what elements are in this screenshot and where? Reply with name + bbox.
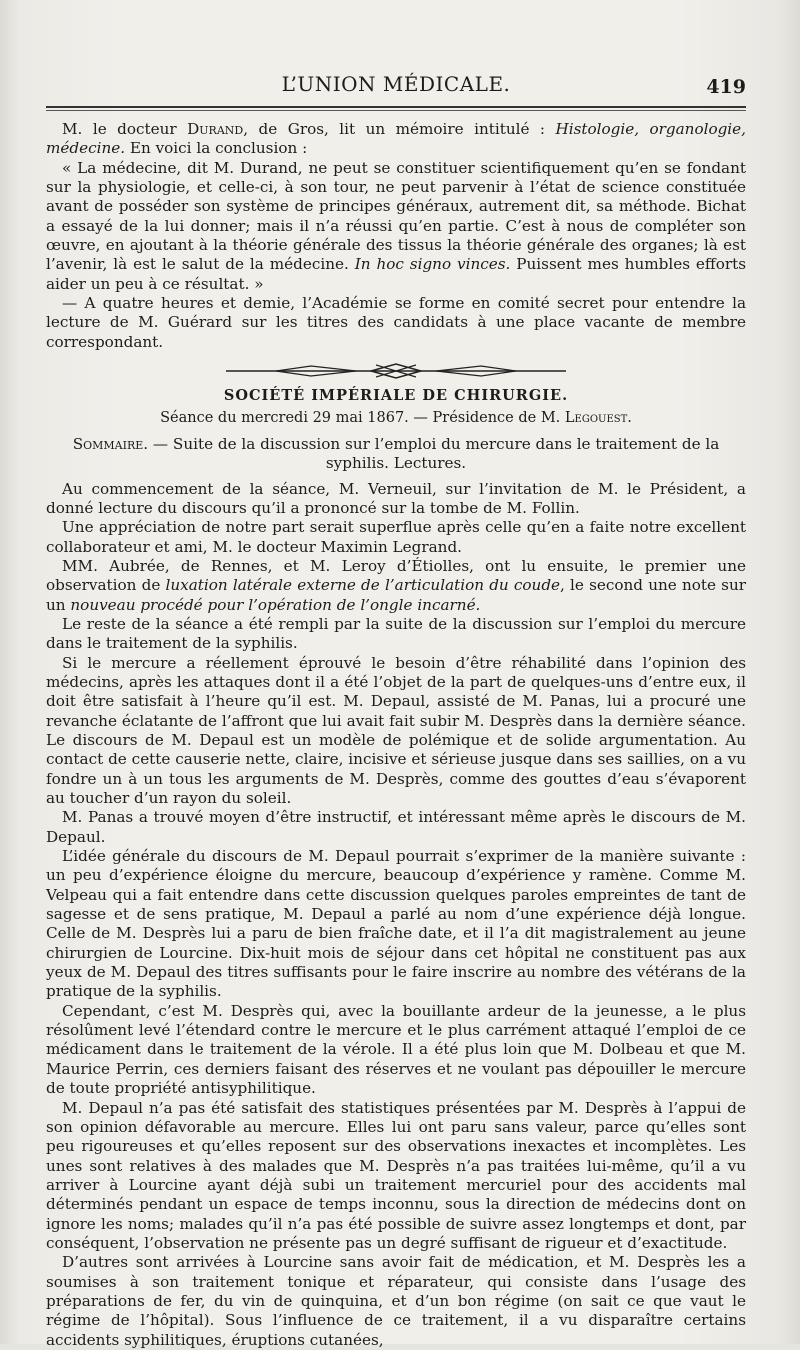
paragraph-3: MM. Aubrée, de Rennes, et M. Leroy d’Étiolles, ont lu ensuite, le premier une observation de luxation latérale externe de l’articulation du coude, le second une note sur un nouveau procédé pour l’opération de l’ongle incarné. [46,556,746,614]
paragraph-1: Au commencement de la séance, M. Verneuil, sur l’invitation de M. le Président, a donné lecture du discours qu’il a prononcé sur la tombe de M. Follin. [46,479,746,517]
paragraph-9: M. Depaul n’a pas été satisfait des statistiques présentées par M. Desprès à l’appui de son opinion défavorable au mercure. Elles lui ont paru sans valeur, parce qu’elles sont peu rigoureuses et qu’elles reposent sur des observations inexactes et incomplètes. Les unes sont relatives à des malades que M. Desprès n’a pas traitées lui-même, qu’il a vu arriver à Lourcine ayant déjà subi un traitement mercuriel pour des accidents mal déterminés pendant un espace de temps inconnu, sous la direction de médecins dont on ignore les noms; malades qu’il n’a pas été possible de suivre assez longtemps et dont, par conséquent, l’observation ne présente pas un degré suffisant de rigueur et d’exactitude. [46,1098,746,1252]
article-body [46,120,746,1350]
seance-line: Séance du mercredi 29 mai 1867. — Présidence de M. Legouest. [160,410,632,427]
author-name: Durand [187,120,244,138]
paragraph-durand: M. le docteur Durand, de Gros, lit un mémoire intitulé : Histologie, organologie, médecine. En voici la conclusion : [46,120,746,158]
paragraph-quote: « La médecine, dit M. Durand, ne peut se constituer scientifiquement qu’en se fondant sur la physiologie, et celle-ci, à son tour, ne peut parvenir à l’état de science constituée avant de posséder son système de principes généraux, autrement dit, sa méthode. Bichat a essayé de la lui donner; mais il n’a réussi qu’en partie. C’est à nous de compléter son œuvre, en ajoutant à la théorie générale des tissus la théorie générale des organes; là est l’avenir, là est le salut de la médecine. In hoc signo vinces. Puissent mes humbles efforts aider un peu à ce résultat. » [46,158,747,293]
summary-label: Sommaire [72,434,144,453]
header-rule [46,106,746,108]
motto: In hoc signo vinces. [354,255,511,274]
paragraph-8: Cependant, c’est M. Desprès qui, avec la bouillante ardeur de la jeunesse, a le plus résolûment levé l’étendard contre le mercure et le plus carrément attaqué l’emploi de ce médicament dans le traitement de la vérole. Il a été plus loin que M. Dolbeau et que M. Maurice Perrin, ces derniers faisant des réserves et ne voulant pas dépouiller le mercure de toute propriété antisyphilitique. [46,1001,746,1098]
president-name: Legouest [564,410,628,427]
paragraph-2: Une appréciation de notre part serait superflue après celle qu’en a faite notre excellent collaborateur et ami, M. le docteur Maximin Legrand. [46,518,746,556]
paragraph-4: Le reste de la séance a été rempli par la suite de la discussion sur l’emploi du mercure dans le traitement de la syphilis. [46,614,746,653]
page-header [46,70,746,104]
paragraph-6: M. Panas a trouvé moyen d’être instructif, et intéressant même après le discours de M. Depaul. [46,808,746,846]
section-title: SOCIÉTÉ IMPÉRIALE DE CHIRURGIE. [223,387,569,405]
page-number: 419 [706,76,746,98]
paragraph-comite: — A quatre heures et demie, l’Académie se forme en comité secret pour entendre la lecture de M. Guérard sur les titres des candidats à une place vacante de membre correspondant. [46,294,746,351]
paragraph-5: Si le mercure a réellement éprouvé le besoin d’être réhabilité dans l’opinion des médecins, après les attaques dont il a été l’objet de la part de quelques-uns d’entre eux, il doit être satisfait à l’heure qu’il est. M. Depaul, assisté de M. Panas, lui a procuré une revanche éclatante de l’affront que lui avait fait subir M. Desprès dans la dernière séance. Le discours de M. Depaul est un modèle de polémique et de solide argumentation. Au contact de cette causerie nette, claire, incisive et sérieuse jusque dans ses saillies, on a vu fondre un à un tous les arguments de M. Desprès, comme des gouttes d’eau s’évaporent au toucher d’un rayon du soleil. [46,653,746,807]
memoir-title: Histologie, organologie, médecine. [46,120,746,158]
summary: Sommaire. — Suite de la discussion sur l’emploi du mercure dans le traitement de la syphilis. Lectures. [72,434,720,473]
ornament-divider [216,362,576,380]
paragraph-10: D’autres sont arrivées à Lourcine sans avoir fait de médication, et M. Desprès les a soumises à son traitement tonique et réparateur, qui consiste dans l’usage des préparations de fer, du vin de quinquina, et d’un bon régime (on sait ce que vaut le régime de l’hôpital). Sous l’influence de ce traitement, il a vu disparaître certains accidents syphilitiques, éruptions cutanées, [46,1253,746,1349]
paragraph-7: L’idée générale du discours de M. Depaul pourrait s’exprimer de la manière suivante : un peu d’expérience éloigne du mercure, beaucoup d’expérience y ramène. Comme M. Velpeau qui a fait entendre dans cette discussion quelques paroles empreintes de tant de sagesse et de sens pratique, M. Depaul a parlé au nom d’une expérience déjà longue. Celle de M. Desprès lui a paru de bien fraîche date, et il l’a dit magistralement au jeune chirurgien de Lourcine. Dix-huit mois de séjour dans cet hôpital ne constituent pas aux yeux de M. Depaul des titres suffisants pour le faire inscrire au nombre des vétérans de la pratique de la syphilis. [46,847,746,1001]
running-title: L’UNION MÉDICALE. [281,72,511,96]
header-rule-thin [46,110,746,111]
